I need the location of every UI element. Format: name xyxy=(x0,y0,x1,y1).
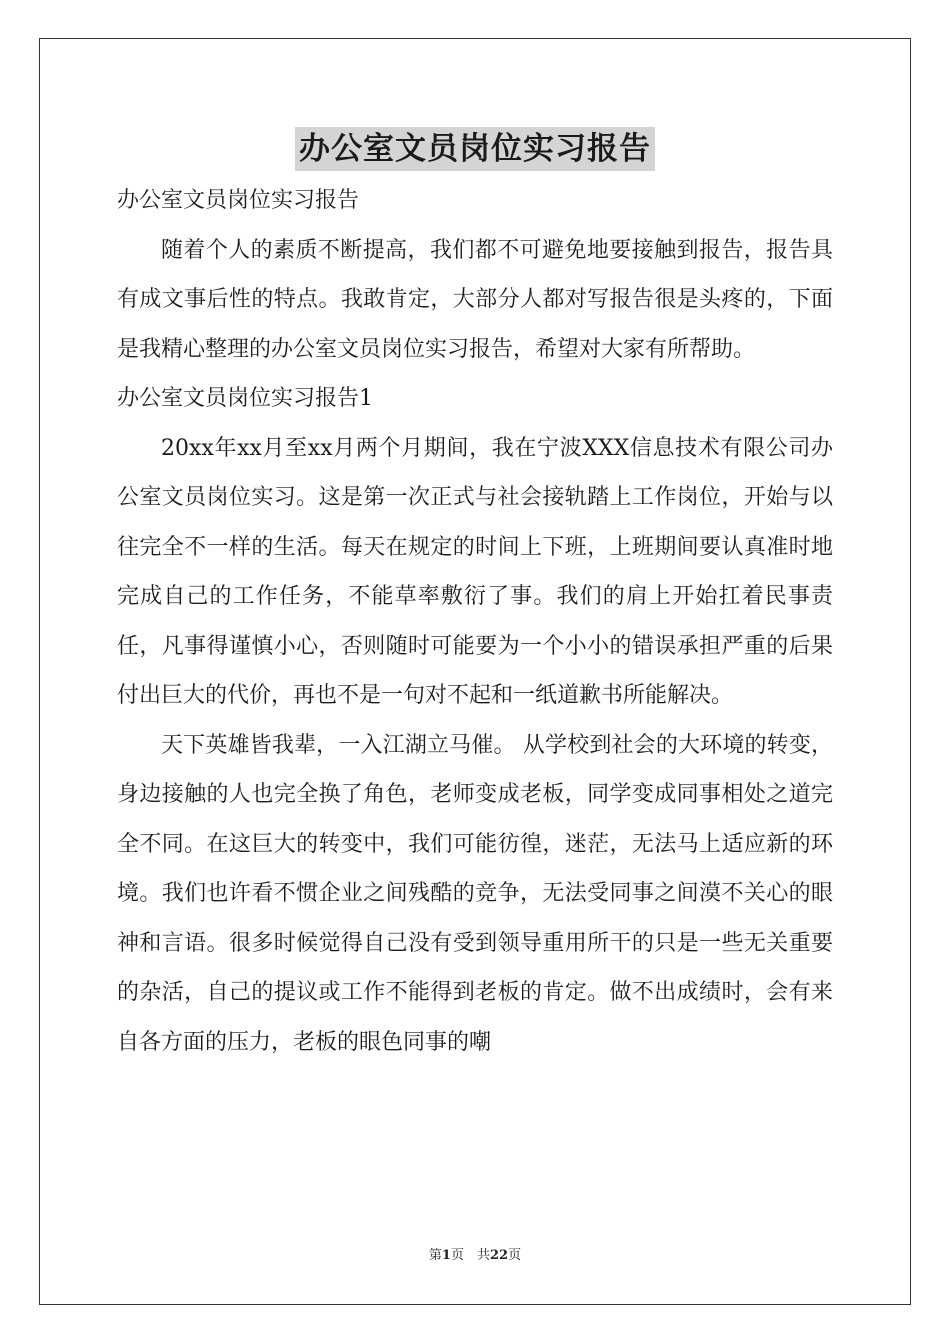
current-page-number: 1 xyxy=(441,1248,451,1263)
page-mid: 页 共 xyxy=(450,1248,490,1263)
intro-paragraph: 随着个人的素质不断提高，我们都不可避免地要接触到报告，报告具有成文事后性的特点。我敢肯定，大部分人都对写报告很是头疼的，下面是我精心整理的办公室文员岗位实习报告，希望对大家有所帮助。 xyxy=(117,237,833,362)
document-body xyxy=(117,176,833,1067)
body-paragraph-2: 天下英雄皆我辈，一入江湖立马催。 从学校到社会的大环境的转变，身边接触的人也完全换了角色，老师变成老板，同学变成同事相处之道完全不同。在这巨大的转变中，我们可能彷徨，迷茫，无法马上适应新的环境。我们也许看不惯企业之间残酷的竞争，无法受同事之间漠不关心的眼神和言语。很多时候觉得自己没有受到领导重用所干的只是一些无关重要的杂活，自己的提议或工作不能得到老板的肯定。做不出成绩时，会有来自各方面的压力，老板的眼色同事的嘲 xyxy=(117,732,833,1055)
page-footer xyxy=(0,1244,950,1263)
page-suffix: 页 xyxy=(508,1248,522,1263)
document-title: 办公室文员岗位实习报告 xyxy=(295,127,655,171)
body-paragraph-1: 20xx年xx月至xx月两个月期间，我在宁波XXX信息技术有限公司办公室文员岗位实习。这是第一次正式与社会接轨踏上工作岗位，开始与以往完全不一样的生活。每天在规定的时间上下班，上班期间要认真准时地完成自己的工作任务，不能草率敷衍了事。我们的肩上开始扛着民事责任，凡事得谨慎小心，否则随时可能要为一个小小的错误承担严重的后果付出巨大的代价，再也不是一句对不起和一纸道歉书所能解决。 xyxy=(117,435,833,708)
page-prefix: 第 xyxy=(428,1248,442,1263)
title-area xyxy=(0,127,950,171)
subtitle: 办公室文员岗位实习报告 xyxy=(117,188,360,213)
section-heading: 办公室文员岗位实习报告1 xyxy=(117,386,373,411)
total-pages-number: 22 xyxy=(489,1248,509,1263)
